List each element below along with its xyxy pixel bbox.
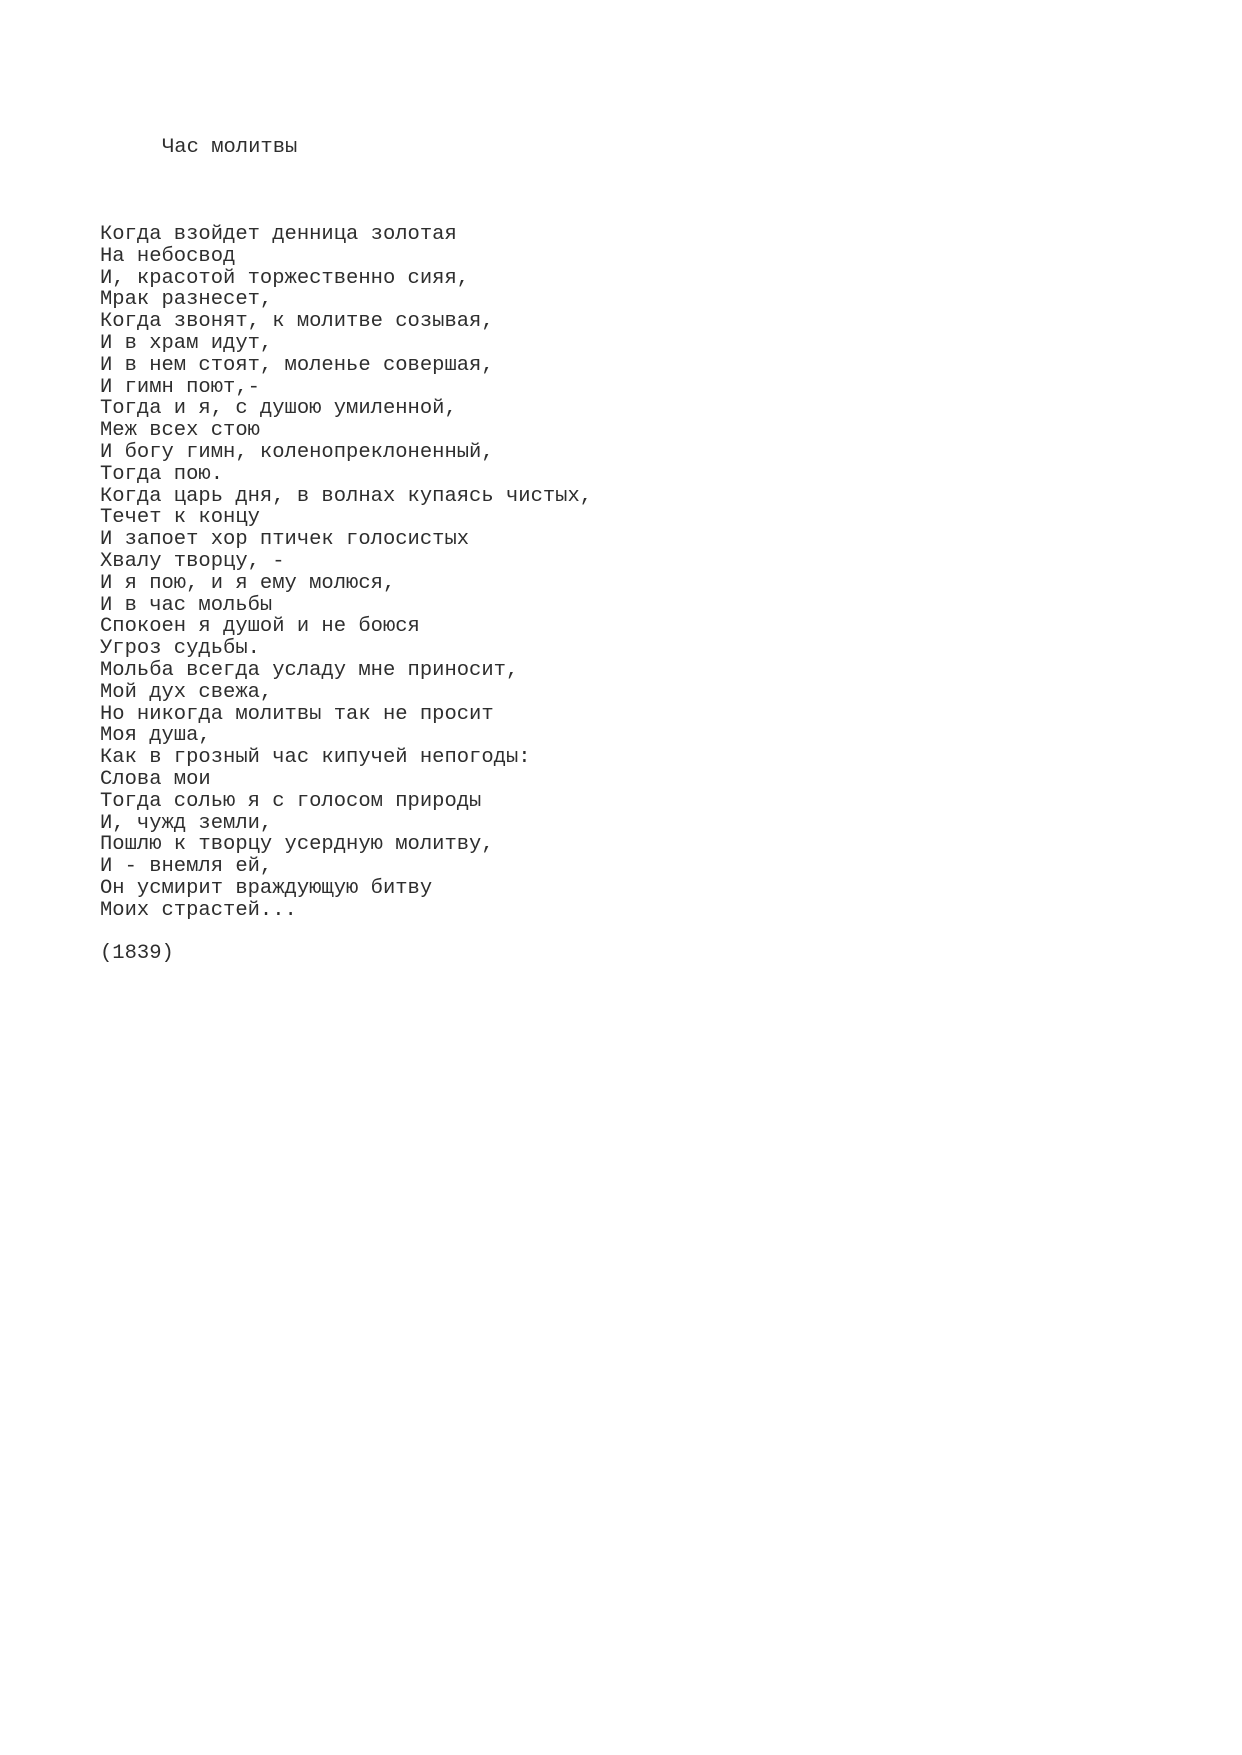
- poem-line: Мой дух свежа,: [100, 680, 273, 704]
- poem-line: И - внемля ей,: [100, 855, 273, 879]
- poem-line: Когда взойдет денница золотая: [100, 223, 457, 246]
- poem-line: И, красотой торжественно сияя,: [100, 266, 470, 290]
- poem-line: Тогда и я, с душою умиленной,: [100, 397, 457, 421]
- poem-line: Когда звонят, к молитве созывая,: [100, 310, 494, 334]
- poem-line: Хвалу творцу, -: [100, 549, 285, 573]
- poem-line: И, чужд земли,: [100, 811, 273, 835]
- poem-line: Угроз судьбы.: [100, 637, 260, 661]
- poem-line: Моих страстей...: [100, 898, 297, 922]
- poem-line: Спокоен я душой и не боюся: [100, 615, 420, 639]
- poem-line: Но никогда молитвы так не просит: [100, 702, 494, 726]
- poem-title: Час молитвы: [162, 136, 298, 159]
- poem-line: Меж всех стою: [100, 419, 260, 443]
- poem-line: Тогда пою.: [100, 462, 224, 486]
- poem-line: Слова мои: [100, 767, 211, 791]
- poem-line: Моя душа,: [100, 724, 211, 748]
- poem-line: И в час мольбы: [100, 593, 273, 617]
- poem-line: Когда царь дня, в волнах купаясь чистых,: [100, 484, 593, 508]
- poem-line: И в нем стоят, моленье совершая,: [100, 353, 494, 377]
- poem-line: И богу гимн, коленопреклоненный,: [100, 440, 494, 464]
- poem-line: И запоет хор птичек голосистых: [100, 528, 470, 552]
- poem-body: [100, 224, 592, 922]
- poem-line: Течет к концу: [100, 506, 260, 530]
- poem-line: Он усмирит враждующую битву: [100, 876, 433, 900]
- poem-year: (1839): [100, 942, 174, 965]
- poem-line: На небосвод: [100, 244, 236, 268]
- poem-line: И гимн поют,-: [100, 375, 260, 399]
- poem-line: Мрак разнесет,: [100, 288, 273, 312]
- poem-line: Тогда солью я с голосом природы: [100, 789, 482, 813]
- poem-line: Пошлю к творцу усердную молитву,: [100, 833, 494, 857]
- poem-line: Как в грозный час кипучей непогоды:: [100, 746, 531, 770]
- poem-line: Мольба всегда усладу мне приносит,: [100, 658, 519, 682]
- poem-line: И в храм идут,: [100, 331, 273, 355]
- poem-line: И я пою, и я ему молюся,: [100, 571, 396, 595]
